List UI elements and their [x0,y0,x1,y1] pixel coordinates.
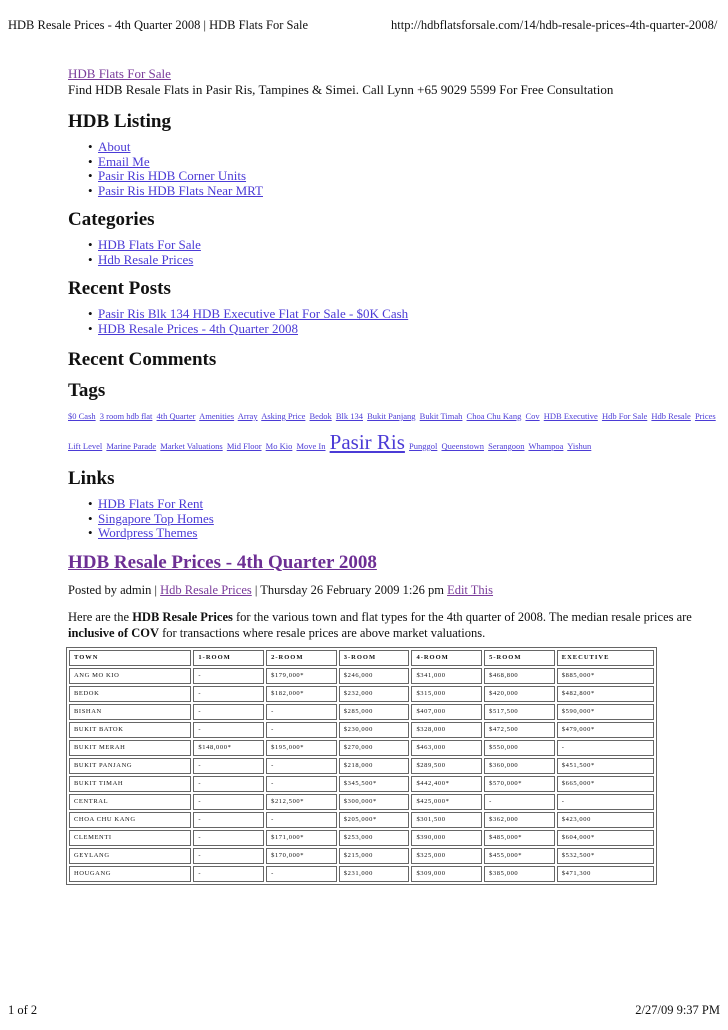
table-cell: $315,000 [411,686,482,702]
table-row [69,866,654,882]
list-item [98,497,718,512]
post-author: Posted by admin | [68,582,161,597]
recent-post-link[interactable]: Pasir Ris Blk 134 HDB Executive Flat For Sale - $0K Cash [98,306,409,321]
tag-link[interactable]: Serangoon [488,441,525,451]
table-cell: - [193,794,264,810]
tag-link[interactable]: Punggol [409,441,438,451]
table-cell: - [193,776,264,792]
categories-heading: Categories [68,209,155,230]
table-cell: - [193,812,264,828]
tag-link[interactable]: Mid Floor [226,441,262,451]
list-item [98,253,718,268]
list-item [98,512,718,527]
table-cell: $423,000 [557,812,654,828]
column-header: EXECUTIVE [557,650,654,666]
table-cell: $463,000 [411,740,482,756]
table-cell: - [266,704,337,720]
resale-price-table [66,647,657,885]
table-row [69,740,654,756]
email-me-link[interactable]: Email Me [98,153,150,169]
tag-link[interactable]: Lift Level [68,441,103,451]
column-header: TOWN [69,650,191,666]
post-title [68,551,718,575]
edit-this-link[interactable]: Edit This [447,582,494,597]
table-cell: ANG MO KIO [69,668,191,684]
tag-link[interactable]: Cov [525,411,540,421]
print-timestamp: 2/27/09 9:37 PM [635,1003,720,1017]
table-cell: $253,000 [339,830,410,846]
table-cell: $468,800 [484,668,555,684]
table-cell: $360,000 [484,758,555,774]
tags-heading: Tags [68,380,106,401]
table-cell: $455,000* [484,848,555,864]
tag-link[interactable]: Blk 134 [335,411,363,421]
table-cell: - [266,722,337,738]
tag-link[interactable]: Bukit Panjang [367,411,416,421]
table-cell: CHOA CHU KANG [69,812,191,828]
links-heading: Links [68,468,115,489]
links-list [68,497,718,541]
table-cell: - [266,776,337,792]
table-cell: $205,000* [339,812,410,828]
blogroll-link[interactable]: HDB Flats For Rent [98,496,204,511]
table-cell: BUKIT MERAH [69,740,191,756]
table-cell: $479,000* [557,722,654,738]
table-cell: $451,500* [557,758,654,774]
list-item [98,184,718,199]
table-cell: $442,400* [411,776,482,792]
near-mrt-link[interactable]: Pasir Ris HDB Flats Near MRT [98,182,263,198]
table-header-row [69,650,654,666]
table-cell: $301,500 [411,812,482,828]
print-header [0,0,728,40]
table-row [69,704,654,720]
table-cell: BUKIT BATOK [69,722,191,738]
table-cell: CLEMENTI [69,830,191,846]
table-cell: - [193,704,264,720]
table-cell: $309,000 [411,866,482,882]
post-intro [68,609,718,641]
tag-link[interactable]: 4th Quarter [156,411,196,421]
table-cell: - [193,848,264,864]
column-header: 4-ROOM [411,650,482,666]
table-cell: - [193,866,264,882]
site-name-link[interactable]: HDB Flats For Sale [68,66,171,81]
table-row [69,776,654,792]
table-cell: $218,000 [339,758,410,774]
table-cell: $215,000 [339,848,410,864]
tag-link[interactable]: Asking Price [261,411,306,421]
table-cell: HOUGANG [69,866,191,882]
table-cell: $665,000* [557,776,654,792]
list-item [98,238,718,253]
table-cell: $328,000 [411,722,482,738]
post-date: | Thursday 26 February 2009 1:26 pm [251,582,448,597]
table-cell: - [193,668,264,684]
table-cell: - [266,812,337,828]
table-cell: $517,500 [484,704,555,720]
table-cell: - [557,740,654,756]
table-cell: $390,000 [411,830,482,846]
table-cell: $885,000* [557,668,654,684]
table-cell: $148,000* [193,740,264,756]
table-cell: - [266,758,337,774]
table-row [69,812,654,828]
tag-link[interactable]: Bedok [309,411,332,421]
table-cell: $195,000* [266,740,337,756]
table-cell: - [193,758,264,774]
tag-link[interactable]: Marine Parade [106,441,157,451]
tag-link[interactable]: $0 Cash [68,411,96,421]
intro-bold: HDB Resale Prices [132,609,233,624]
table-cell: - [193,722,264,738]
table-cell: $285,000 [339,704,410,720]
column-header: 5-ROOM [484,650,555,666]
table-row [69,722,654,738]
table-cell: $171,000* [266,830,337,846]
table-cell: $341,000 [411,668,482,684]
table-cell: $179,000* [266,668,337,684]
print-header-title: HDB Resale Prices - 4th Quarter 2008 | HDB Flats For Sale [8,18,309,32]
category-link[interactable]: HDB Flats For Sale [98,237,201,252]
table-cell: $425,000* [411,794,482,810]
table-cell: $550,000 [484,740,555,756]
table-cell: $420,000 [484,686,555,702]
corner-units-link[interactable]: Pasir Ris HDB Corner Units [98,168,247,183]
table-cell: - [557,794,654,810]
site-tagline: Find HDB Resale Flats in Pasir Ris, Tampines & Simei. Call Lynn +65 9029 5599 For Free Consultation [68,82,614,97]
listing-heading: HDB Listing [68,111,171,132]
about-link[interactable]: About [98,139,131,154]
tag-link[interactable]: Mo Kio [265,441,293,451]
table-cell: CENTRAL [69,794,191,810]
table-cell: $212,500* [266,794,337,810]
tag-link[interactable]: Pasir Ris [329,430,405,454]
blogroll-link[interactable]: Singapore Top Homes [98,510,214,526]
table-cell: $232,000 [339,686,410,702]
table-cell: $246,000 [339,668,410,684]
recent-post-link[interactable]: HDB Resale Prices - 4th Quarter 2008 [98,320,299,336]
page-content [68,66,718,885]
post-meta [68,582,718,598]
list-item [98,307,718,322]
column-header: 3-ROOM [339,650,410,666]
table-cell: $570,000* [484,776,555,792]
column-header: 2-ROOM [266,650,337,666]
tag-link[interactable]: Prices [694,411,716,421]
table-cell: $604,000* [557,830,654,846]
table-cell: GEYLANG [69,848,191,864]
table-row [69,794,654,810]
list-item [98,155,718,170]
tag-link[interactable]: Amenities [199,411,235,421]
intro-text: for the various town and flat types for the 4th quarter of 2008. The median resale prices are [232,609,692,624]
tag-link[interactable]: Market Valuations [160,441,223,451]
recent-posts-heading: Recent Posts [68,278,171,299]
table-row [69,758,654,774]
recent-posts-list [68,307,718,336]
table-cell: BISHAN [69,704,191,720]
tag-link[interactable]: Hdb For Sale [601,411,648,421]
table-cell: $485,000* [484,830,555,846]
categories-list [68,238,718,267]
recent-comments-heading: Recent Comments [68,349,217,370]
table-cell: $231,000 [339,866,410,882]
tag-cloud [68,403,718,459]
intro-bold: inclusive of COV [68,625,159,640]
tag-link[interactable]: Hdb Resale [651,411,691,421]
list-item [98,526,718,541]
table-cell: $362,000 [484,812,555,828]
tag-link[interactable]: Bukit Timah [419,411,463,421]
post-title-link[interactable]: HDB Resale Prices - 4th Quarter 2008 [68,551,377,573]
table-cell: - [193,830,264,846]
tag-link[interactable]: Choa Chu Kang [466,411,522,421]
table-cell: $590,000* [557,704,654,720]
print-header-url: http://hdbflatsforsale.com/14/hdb-resale-prices-4th-quarter-2008/ [391,18,718,32]
table-cell: $325,000 [411,848,482,864]
table-cell: $230,000 [339,722,410,738]
table-cell: $471,300 [557,866,654,882]
table-cell: $407,000 [411,704,482,720]
listing-list [68,140,718,198]
tag-link[interactable]: 3 room hdb flat [99,411,153,421]
table-cell: BEDOK [69,686,191,702]
list-item [98,140,718,155]
table-cell: BUKIT TIMAH [69,776,191,792]
table-cell: $300,000* [339,794,410,810]
table-cell: - [484,794,555,810]
blogroll-link[interactable]: Wordpress Themes [98,525,198,540]
list-item [98,322,718,337]
tag-link[interactable]: Yishun [567,441,592,451]
table-row [69,848,654,864]
post-category-link[interactable]: Hdb Resale Prices [160,582,252,597]
table-cell: $482,800* [557,686,654,702]
table-row [69,686,654,702]
table-cell: $472,500 [484,722,555,738]
table-cell: $289,500 [411,758,482,774]
table-cell: $170,000* [266,848,337,864]
table-cell: $385,000 [484,866,555,882]
table-row [69,830,654,846]
table-cell: BUKIT PANJANG [69,758,191,774]
tag-link[interactable]: Move In [296,441,326,451]
page-number: 1 of 2 [8,1003,38,1017]
tag-link[interactable]: HDB Executive [543,411,598,421]
tag-link[interactable]: Queenstown [441,441,484,451]
table-cell: - [193,686,264,702]
column-header: 1-ROOM [193,650,264,666]
intro-text: for transactions where resale prices are above market valuations. [158,625,486,640]
table-cell: $345,500* [339,776,410,792]
table-row [69,668,654,684]
intro-text: Here are the [68,609,133,624]
tag-link[interactable]: Whampoa [528,441,564,451]
tag-link[interactable]: Array [237,411,258,421]
table-cell: $182,000* [266,686,337,702]
table-cell: $270,000 [339,740,410,756]
category-link[interactable]: Hdb Resale Prices [98,251,194,267]
list-item [98,169,718,184]
table-cell: - [266,866,337,882]
table-cell: $532,500* [557,848,654,864]
